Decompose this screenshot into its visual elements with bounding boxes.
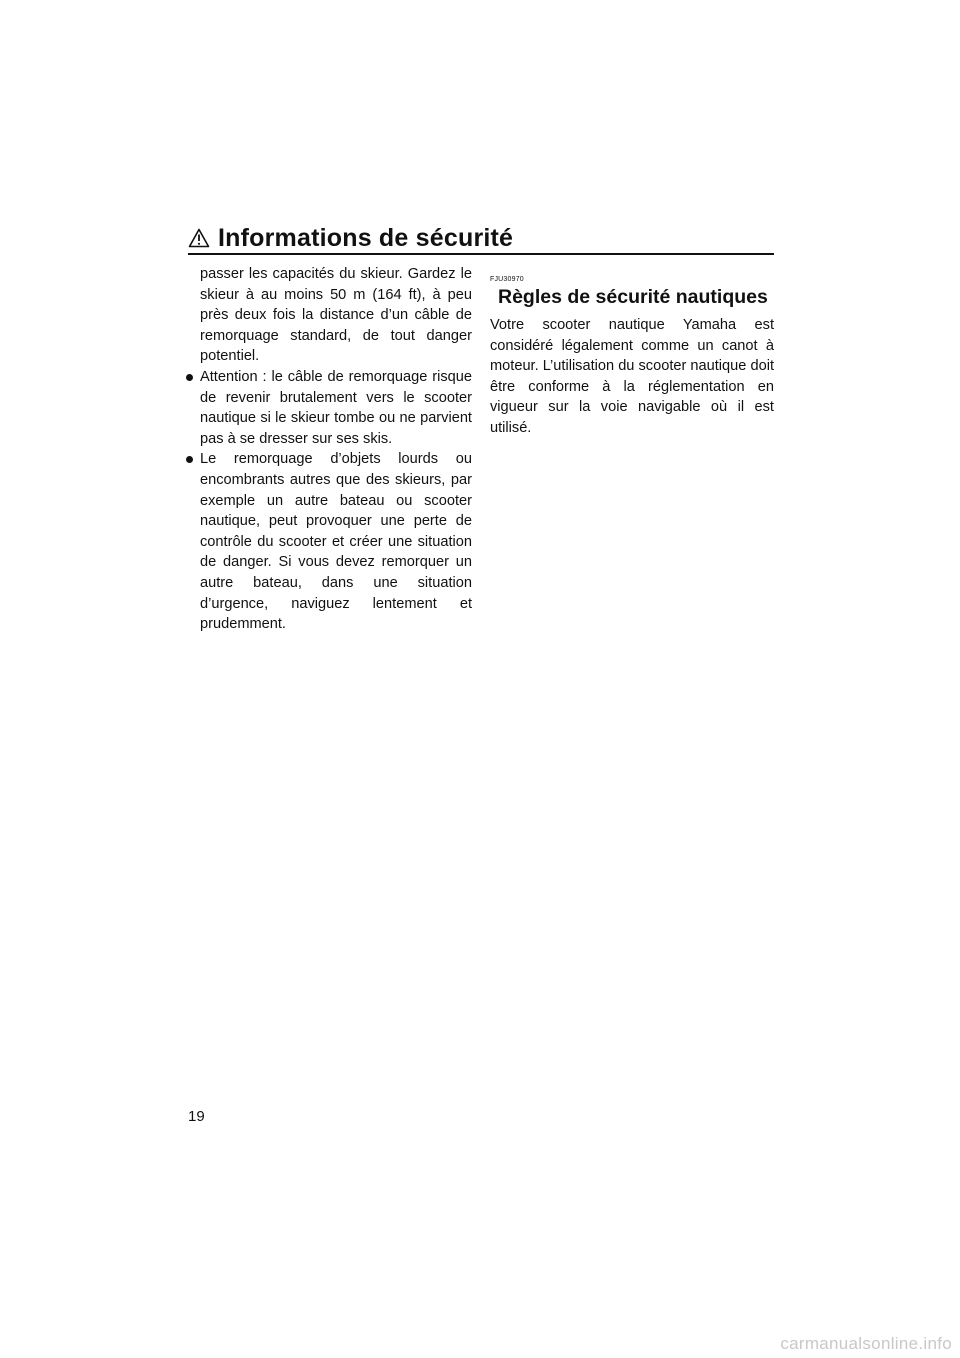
section-title: Règles de sécurité nautiques — [498, 286, 768, 308]
page-number: 19 — [188, 1108, 205, 1125]
bullet-dot-icon — [186, 456, 193, 463]
bullet-dot-icon — [186, 374, 193, 381]
header-rule — [188, 253, 774, 255]
bullet-item-towing-objects — [186, 449, 472, 634]
bullet-item-tow-rope — [186, 367, 472, 449]
section-body: Votre scooter nautique Yamaha est considéré légalement comme un canot à moteur. L’utilisation du scooter nautique doit être conforme à la réglementation en vigueur sur la voie navigable où il est utilisé. — [490, 317, 774, 436]
watermark: carmanualsonline.info — [780, 1334, 952, 1353]
page-header — [188, 226, 774, 256]
right-column — [490, 276, 774, 439]
bullet-text: Le remorquage d’objets lourds ou encombrants autres que des skieurs, par exemple un autre bateau ou scooter nautique, peut provoquer une perte de contrôle du scooter et créer une situation de danger. Si vous devez remorquer un autre bateau, dans une situation d’urgence, naviguez lentement et prudemment. — [200, 451, 472, 633]
bullet-text: Attention : le câble de remorquage risque de revenir brutalement vers le scooter nautique si le skieur tombe ou ne parvient pas à se dresser sur ses skis. — [200, 368, 472, 447]
continuation-paragraph: passer les capacités du skieur. Gardez le skieur à au moins 50 m (164 ft), à peu près deux fois la distance d’un câble de remorquage standard, de tout danger potentiel. — [200, 266, 472, 365]
section-code: FJU30970 — [490, 276, 524, 283]
warning-triangle-icon — [188, 228, 210, 248]
page-title: Informations de sécurité — [218, 224, 514, 252]
left-column — [186, 264, 472, 635]
